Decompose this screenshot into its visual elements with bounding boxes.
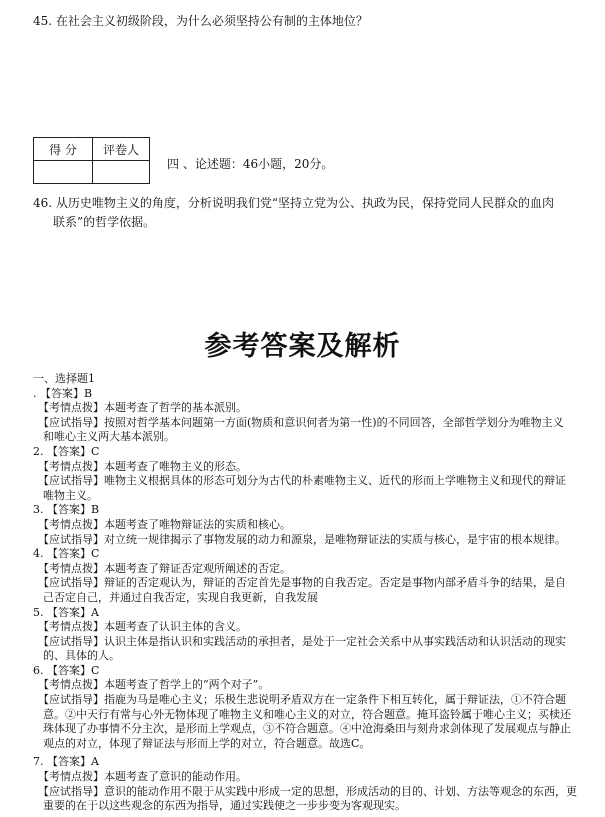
answer-text-line: 【应试指导】认识主体是指认识和实践活动的承担者，是处于一定社会关系中从事实践活动和认识活动的现实: [38, 634, 566, 648]
question-46: [33, 194, 578, 232]
answer-text-line: 【考情点拨】本题考查了辩证否定观所阐述的否定。: [38, 561, 291, 575]
answer-text-line: 【应试指导】指鹿为马是唯心主义；乐极生悲说明矛盾双方在一定条件下相互转化，属于辩证法，①不符合题: [38, 693, 566, 707]
score-cell: [34, 161, 93, 184]
answer-text-continuation: 观点的对立，体现了辩证法与形而上学的对立，符合题意。故选C。: [43, 736, 371, 750]
answer-text-continuation: 重要的在于以这些观念的东西为指导，通过实践使之一步步变为客观现实。: [43, 799, 406, 813]
answer-key: . 【答案】B: [33, 386, 93, 400]
answer-key: 5. 【答案】A: [33, 605, 99, 619]
answer-text-continuation: 的、具体的人。: [43, 649, 120, 663]
answer-item: [33, 445, 578, 503]
answer-item: [33, 606, 578, 664]
question-45: 45. 在社会主义初级阶段，为什么必须坚持公有制的主体地位？: [33, 14, 368, 28]
answer-key: 7. 【答案】A: [33, 755, 99, 769]
grader-cell: [93, 161, 150, 184]
answer-key: 2. 【答案】C: [33, 444, 100, 458]
answer-key: 4. 【答案】C: [33, 547, 100, 561]
score-table: [33, 137, 150, 184]
answer-text-continuation: 意。②中天行有常与心外无物体现了唯物主义和唯心主义的对立，符合题意。掩耳盗铃属于唯心主义；买椟还: [43, 707, 571, 721]
answer-text-line: 【考情点拨】本题考查了哲学的基本派别。: [38, 401, 247, 415]
answer-item: [33, 387, 578, 445]
answer-text-line: 【应试指导】按照对哲学基本问题第一方面(物质和意识何者为第一性)的不同回答，全部哲学划分为唯物主义: [38, 415, 564, 429]
answer-text-line: 【应试指导】唯物主义根据具体的形态可划分为古代的朴素唯物主义、近代的形而上学唯物主义和现代的辩证: [38, 474, 566, 488]
answer-text-line: 【应试指导】对立统一规律揭示了事物发展的动力和源泉，是唯物辩证法的实质与核心，是宇宙的根本规律。: [38, 532, 566, 546]
answer-text-continuation: 珠体现了办事情不分主次，是形而上学观点，③不符合题意。④中沧海桑田与刻舟求剑体现了发展观点与静止: [43, 722, 571, 736]
answer-text-line: 【应试指导】辩证的否定观认为，辩证的否定首先是事物的自我否定。否定是事物内部矛盾斗争的结果，是自: [38, 576, 566, 590]
answer-item: [33, 755, 578, 813]
answer-text-line: 【考情点拨】本题考查了意识的能动作用。: [38, 770, 247, 784]
score-header: 得 分: [34, 138, 93, 161]
answer-item: [33, 664, 578, 752]
answer-text-line: 【考情点拨】本题考查了哲学上的“两个对子”。: [38, 678, 270, 692]
answer-key: 3. 【答案】B: [33, 503, 100, 517]
answer-item: [33, 503, 578, 547]
answer-item: [33, 547, 578, 605]
answer-text-continuation: 和唯心主义两大基本派别。: [43, 430, 175, 444]
answer-list: [33, 387, 578, 814]
question-46-line-1: 46. 从历史唯物主义的角度，分析说明我们党“坚持立党为公、执政为民，保持党同人民群众的血肉: [33, 196, 555, 210]
section-4-heading: 四 、论述题：46小题，20分。: [167, 157, 334, 171]
section-1-heading: 一、选择题1: [33, 372, 95, 385]
answer-key: 6. 【答案】C: [33, 663, 100, 677]
answer-text-line: 【考情点拨】本题考查了唯物主义的形态。: [38, 459, 247, 473]
question-46-line-2: 联系”的哲学依据。: [53, 215, 156, 229]
answer-text-continuation: 己否定自己，并通过自我否定，实现自我更新，自我发展: [43, 590, 318, 604]
answer-text-continuation: 唯物主义。: [43, 488, 98, 502]
page-title: 参考答案及解析: [204, 331, 401, 362]
answer-text-line: 【考情点拨】本题考查了认识主体的含义。: [38, 620, 247, 634]
answer-section: [33, 372, 578, 814]
answer-text-line: 【考情点拨】本题考查了唯物辩证法的实质和核心。: [38, 517, 291, 531]
grader-header: 评卷人: [93, 138, 150, 161]
answer-text-line: 【应试指导】意识的能动作用不限于从实践中形成一定的思想，形成活动的目的、计划、方法等观念的东西，更: [38, 784, 577, 798]
